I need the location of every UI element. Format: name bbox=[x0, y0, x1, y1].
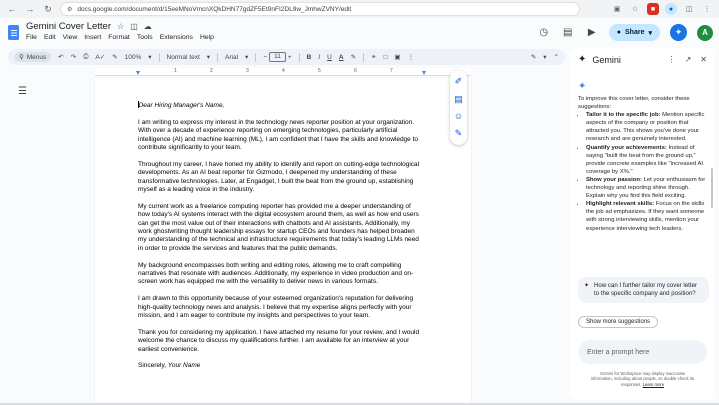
toolbar-divider bbox=[159, 53, 160, 62]
text-color-icon[interactable]: A bbox=[338, 53, 344, 61]
ruler-number: 2 bbox=[210, 68, 213, 74]
suggestion-text: Let your enthusiasm for technology and reporting shine through. Explain why you find this field exciting. bbox=[586, 176, 706, 200]
formatting-toolbar bbox=[8, 49, 565, 65]
disclaimer bbox=[590, 371, 695, 387]
move-folder-icon[interactable]: ◫ bbox=[130, 22, 138, 31]
ruler-number: 1 bbox=[174, 68, 177, 74]
paragraph: My background encompasses both writing and editing roles, allowing me to craft compelling narratives that resonate with audiences. Additionally, my experience in video production and on-screen work has equipped me with the versatility to deliver news in various formats. bbox=[138, 261, 414, 286]
paragraph: Thank you for considering my application. I have attached my resume for your review, and I would welcome the chance to discuss my qualifications further. I am available for an interview at your earliest convenience. bbox=[138, 328, 420, 353]
extension-red-icon[interactable]: ■ bbox=[647, 3, 659, 15]
followup-text: How can I further tailor my cover letter to the specific company and position? bbox=[594, 282, 697, 298]
share-label: Share bbox=[625, 29, 645, 36]
zoom-select[interactable]: 100% bbox=[124, 53, 142, 61]
ruler-number: 5 bbox=[318, 68, 321, 74]
style-select[interactable]: Normal text bbox=[166, 53, 200, 61]
extensions-puzzle-icon[interactable]: ◫ bbox=[685, 6, 693, 13]
expand-icon[interactable]: ↗ bbox=[684, 55, 692, 64]
menu-file[interactable]: File bbox=[26, 34, 37, 41]
toolbar-divider bbox=[299, 53, 300, 62]
paragraph: My current work as a freelance computing reporter has provided me a deeper understanding of how today's AI systems interact with the digital ecosystem around them, as well as how end users can get the most value out of their interactions with chatbots and AI assistants. Additionally, my work ghostwriting thought leadership essays for startup CEOs and founders has helped broaden my understanding of the technical and infrastructure requirements that today's leading LLMs need in order to provide the services and features that the public demands. bbox=[138, 202, 419, 252]
salutation: Dear Hiring Manager's Name, bbox=[138, 102, 225, 109]
history-icon[interactable]: ◷ bbox=[539, 27, 549, 38]
search-menus-label: Menus bbox=[26, 53, 47, 61]
ruler-number: 4 bbox=[282, 68, 285, 74]
meet-icon[interactable]: ▶ bbox=[587, 27, 596, 38]
toolbar-divider bbox=[363, 53, 364, 62]
highlight-icon[interactable]: ✎ bbox=[350, 54, 357, 61]
ruler-number: 6 bbox=[354, 68, 357, 74]
comments-icon[interactable]: ▤ bbox=[563, 27, 573, 38]
forward-icon[interactable]: → bbox=[25, 4, 35, 14]
search-icon: ⚲ bbox=[19, 54, 24, 61]
paragraph: I am drawn to this opportunity because of your esteemed organization's reputation for delivering high-quality technology news and analysis. I believe that my expertise aligns perfectly with your mission, and I am eager to contribute my insights and perspectives to your team. bbox=[138, 295, 414, 320]
disclaimer-text: Gemini for Workspace may display inaccurate information, including about people, so double-check its responses. bbox=[590, 371, 695, 387]
ruler-number: 7 bbox=[390, 68, 393, 74]
closing-name: Your Name bbox=[167, 362, 201, 370]
menu-bar bbox=[26, 34, 214, 41]
chevron-down-icon: ▾ bbox=[148, 54, 152, 61]
font-size-input[interactable]: 11 bbox=[269, 52, 286, 62]
underline-icon[interactable]: U bbox=[327, 53, 332, 61]
menu-view[interactable]: View bbox=[62, 34, 78, 41]
prompt-input[interactable] bbox=[578, 340, 707, 364]
suggestion-text: Focus on the skills the job ad emphasizes. If they want someone with strong interviewing skills, mention your experience interviewing tech leaders. bbox=[586, 201, 705, 232]
image-icon[interactable]: ▣ bbox=[394, 54, 401, 61]
suggestion-item bbox=[586, 200, 708, 232]
suggestion-item bbox=[586, 111, 708, 143]
font-select[interactable]: Arial bbox=[225, 53, 239, 61]
suggestion-text: Instead of saying "built the beat from the ground up," provide concrete examples like "increased AI coverage by X%." bbox=[586, 144, 704, 175]
undo-icon[interactable]: ↶ bbox=[58, 54, 64, 61]
decrease-font-size-button[interactable]: − bbox=[263, 53, 268, 61]
docs-header bbox=[0, 18, 719, 46]
menu-extensions[interactable]: Extensions bbox=[159, 34, 193, 41]
star-icon[interactable]: ☆ bbox=[117, 22, 125, 31]
chevron-down-icon: ▾ bbox=[543, 54, 547, 61]
gemini-response-spark-icon: ✦ bbox=[578, 81, 587, 92]
back-icon[interactable]: ← bbox=[7, 4, 17, 14]
menu-insert[interactable]: Insert bbox=[84, 34, 102, 41]
floating-actions bbox=[450, 70, 467, 145]
url-text: docs.google.com/document/d/15eeMNoVmcnXQkDHN77gdZF5Et9nFI2DL9w_JmhwZVNY/edit bbox=[77, 5, 352, 13]
suggest-edits-icon[interactable]: ✎ bbox=[454, 127, 463, 138]
docs-logo-icon[interactable] bbox=[8, 25, 19, 40]
spellcheck-icon[interactable]: A✓ bbox=[95, 54, 106, 61]
followup-suggestion-chip[interactable] bbox=[578, 277, 709, 303]
editing-mode-icon[interactable]: ✎ bbox=[530, 54, 537, 61]
paint-format-icon[interactable]: ✎ bbox=[112, 54, 118, 61]
address-bar[interactable] bbox=[60, 2, 580, 16]
comment-icon[interactable]: □ bbox=[383, 53, 388, 61]
toolbar-divider bbox=[255, 53, 256, 62]
toolbar-divider bbox=[217, 53, 218, 62]
more-options-icon[interactable]: ⋮ bbox=[407, 54, 415, 61]
document-body[interactable] bbox=[138, 101, 421, 379]
menu-edit[interactable]: Edit bbox=[43, 34, 56, 41]
closing: Sincerely, bbox=[138, 362, 167, 370]
gemini-logo-icon: ✦ bbox=[578, 54, 587, 65]
cloud-status-icon[interactable]: ☁ bbox=[143, 22, 152, 31]
paragraph: I am writing to express my interest in the technology news reporter position at your organization. With over a decade of experience reporting on emerging technologies, particularly artificial intelligence (AI) and machine learning (ML), I am confident that I have the skills and knowledge to contribute significantly to your team. bbox=[138, 118, 419, 152]
site-info-icon[interactable]: ⚙ bbox=[67, 6, 73, 13]
spark-icon: ✦ bbox=[584, 283, 590, 289]
suggestion-text: Mention specific aspects of the company or position that attracted you. This shows you've done your research and are genuinely interested. bbox=[586, 112, 705, 143]
prompt-placeholder: Enter a prompt here bbox=[587, 348, 650, 356]
link-icon[interactable]: ⚭ bbox=[371, 54, 377, 61]
share-button[interactable] bbox=[609, 24, 660, 41]
right-indent-marker[interactable] bbox=[422, 71, 426, 75]
chevron-down-icon: ▾ bbox=[206, 54, 211, 61]
gemini-response bbox=[578, 95, 708, 233]
increase-font-size-button[interactable]: + bbox=[287, 53, 292, 61]
hide-menus-icon[interactable]: ⌃ bbox=[553, 54, 559, 61]
add-comment-icon[interactable]: ▤ bbox=[454, 93, 463, 104]
left-indent-marker[interactable] bbox=[136, 71, 140, 75]
emoji-reaction-icon[interactable]: ☺ bbox=[453, 111, 464, 122]
suggestion-heading: Tailor it to the specific job: bbox=[586, 112, 661, 119]
more-options-icon[interactable]: ⋮ bbox=[667, 55, 676, 64]
show-more-suggestions-button[interactable]: Show more suggestions bbox=[578, 316, 658, 328]
paragraph: Throughout my career, I have honed my ability to identify and report on cutting-edge technological developments. As an AI beat reporter for Gizmodo, I deepened my understanding of these transformative technologies. Later, at Engadget, I built the beat from the ground up, establishing myself as a leading voice in the industry. bbox=[138, 160, 420, 194]
gemini-button-icon[interactable]: ✦ bbox=[670, 24, 687, 41]
response-intro: To improve this cover letter, consider these suggestions: bbox=[578, 96, 690, 111]
suggestion-heading: Quantify your achievements: bbox=[586, 144, 667, 151]
document-outline-icon[interactable]: ☰ bbox=[18, 86, 27, 97]
ruler-number: 3 bbox=[246, 68, 249, 74]
horizontal-ruler[interactable] bbox=[95, 68, 471, 76]
extension-blue-icon[interactable]: ● bbox=[665, 3, 677, 15]
gemini-title: Gemini bbox=[592, 54, 621, 65]
search-menus-button[interactable] bbox=[14, 52, 51, 62]
bookmark-star-icon[interactable]: ☆ bbox=[631, 6, 639, 13]
help-me-write-icon[interactable]: ✐ bbox=[454, 76, 463, 87]
chevron-down-icon: ▾ bbox=[648, 29, 652, 37]
reload-icon[interactable]: ↻ bbox=[44, 3, 52, 14]
menu-format[interactable]: Format bbox=[108, 34, 130, 41]
suggestion-item bbox=[586, 176, 708, 200]
suggestion-item bbox=[586, 144, 708, 176]
learn-more-link[interactable]: Learn more bbox=[642, 381, 665, 387]
browser-toolbar bbox=[0, 0, 719, 18]
lock-icon: ● bbox=[616, 29, 622, 36]
chevron-down-icon: ▾ bbox=[245, 54, 249, 61]
bold-icon[interactable]: B bbox=[306, 53, 312, 61]
print-icon[interactable]: ⎙ bbox=[83, 53, 89, 60]
suggestion-heading: Show your passion: bbox=[586, 176, 642, 183]
italic-icon[interactable]: I bbox=[318, 53, 321, 61]
browser-menu-icon[interactable]: ⋮ bbox=[703, 6, 711, 13]
document-page[interactable] bbox=[95, 78, 471, 405]
menu-help[interactable]: Help bbox=[199, 34, 214, 41]
close-icon[interactable]: ✕ bbox=[700, 55, 707, 64]
document-title[interactable]: Gemini Cover Letter bbox=[26, 21, 112, 32]
cast-icon[interactable]: ▣ bbox=[613, 6, 621, 13]
menu-tools[interactable]: Tools bbox=[136, 34, 153, 41]
redo-icon[interactable]: ↷ bbox=[70, 54, 77, 61]
suggestion-heading: Highlight relevant skills: bbox=[586, 201, 655, 208]
gemini-side-panel bbox=[570, 48, 715, 400]
panel-scrollbar[interactable] bbox=[711, 168, 713, 208]
avatar[interactable]: A bbox=[697, 25, 713, 41]
